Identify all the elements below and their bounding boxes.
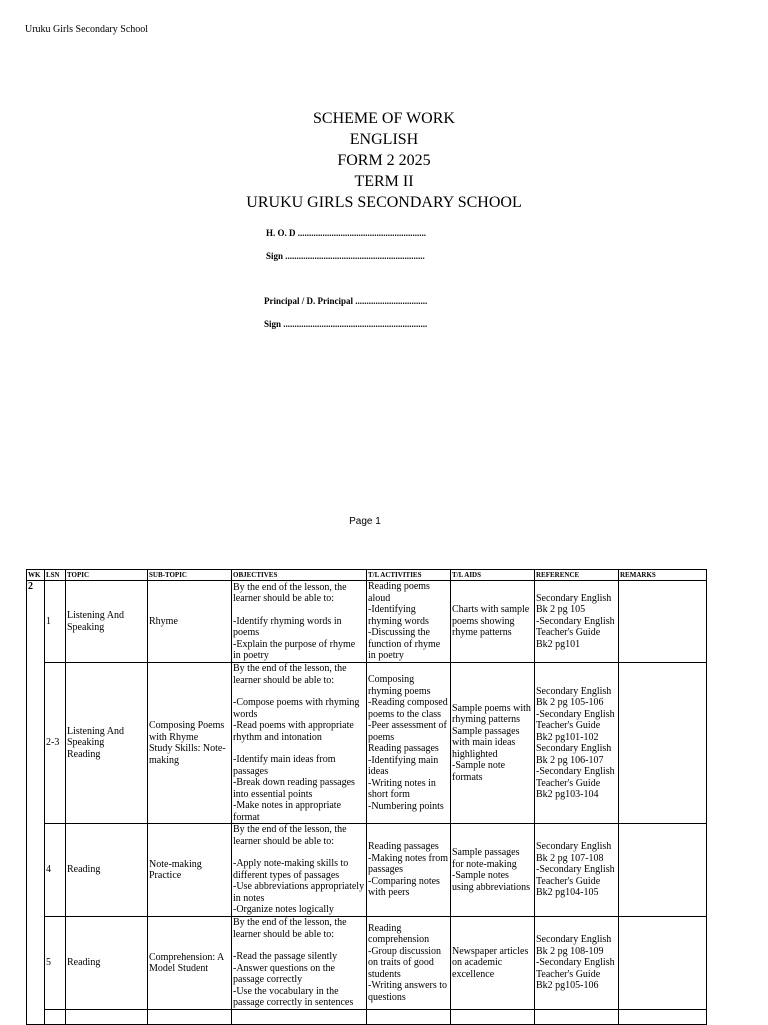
topic-cell: Reading (66, 824, 148, 917)
principal-signature-line: Principal / D. Principal ................................ (264, 296, 428, 306)
lesson-number: 1 (45, 581, 66, 663)
header-activities: T/L ACTIVITIES (367, 570, 451, 581)
table-row (27, 581, 707, 663)
activities-cell: Composing rhyming poems -Reading composed poems to the class -Peer assessment of poems Reading passages -Identifying main ideas -Writing notes in short form -Numbering points (367, 663, 451, 824)
aids-cell: Sample poems with rhyming patterns Sample passages with main ideas highlighted -Sample note formats (451, 663, 535, 824)
reference-cell: Secondary English Bk 2 pg 108-109 -Secondary English Teacher's Guide Bk2 pg105-106 (535, 917, 619, 1010)
table-row (27, 917, 707, 1010)
document-title (0, 108, 768, 213)
empty-cell (535, 1010, 619, 1025)
aids-cell: Sample passages for note-making -Sample notes using abbreviations (451, 824, 535, 917)
principal-sign-line: Sign ................................................................ (264, 319, 428, 329)
remarks-cell (619, 663, 707, 824)
lesson-number: 5 (45, 917, 66, 1010)
objectives-cell: By the end of the lesson, the learner should be able to: -Read the passage silently -Answer questions on the passage correctly -Use the vocabulary in the passage correctly in sentences (232, 917, 367, 1010)
lesson-number: 4 (45, 824, 66, 917)
topic-cell: Listening And Speaking (66, 581, 148, 663)
page-number: Page 1 (349, 516, 381, 527)
objectives-cell: By the end of the lesson, the learner should be able to: -Identify rhyming words in poems -Explain the purpose of rhyme in poetry (232, 581, 367, 663)
remarks-cell (619, 917, 707, 1010)
aids-cell: Newspaper articles on academic excellence (451, 917, 535, 1010)
reference-cell: Secondary English Bk 2 pg 105 -Secondary English Teacher's Guide Bk2 pg101 (535, 581, 619, 663)
table-row (27, 1010, 707, 1025)
header-remarks: REMARKS (619, 570, 707, 581)
activities-cell: Reading comprehension -Group discussion on traits of good students -Writing answers to questions (367, 917, 451, 1010)
header-reference: REFERENCE (535, 570, 619, 581)
header-wk: WK (27, 570, 45, 581)
title-line: ENGLISH (349, 131, 419, 148)
empty-cell (451, 1010, 535, 1025)
table-row (27, 824, 707, 917)
activities-cell: Reading poems aloud -Identifying rhyming words -Discussing the function of rhyme in poetry (367, 581, 451, 663)
remarks-cell (619, 824, 707, 917)
empty-cell (232, 1010, 367, 1025)
reference-cell: Secondary English Bk 2 pg 107-108 -Secondary English Teacher's Guide Bk2 pg104-105 (535, 824, 619, 917)
header-topic: TOPIC (66, 570, 148, 581)
empty-cell (148, 1010, 232, 1025)
title-line: FORM 2 2025 (337, 152, 431, 169)
header-lsn: LSN (45, 570, 66, 581)
subtopic-cell: Note-making Practice (148, 824, 232, 917)
subtopic-cell: Comprehension: A Model Student (148, 917, 232, 1010)
title-line: SCHEME OF WORK (313, 110, 455, 127)
header-objectives: OBJECTIVES (232, 570, 367, 581)
subtopic-cell: Rhyme (148, 581, 232, 663)
aids-cell: Charts with sample poems showing rhyme patterns (451, 581, 535, 663)
empty-cell (45, 1010, 66, 1025)
objectives-cell: By the end of the lesson, the learner should be able to: -Compose poems with rhyming words -Read poems with appropriate rhythm and intonation -Identify main ideas from passages -Break down reading passages into essential points -Make notes in appropriate format (232, 663, 367, 824)
subtopic-cell: Composing Poems with Rhyme Study Skills: Note-making (148, 663, 232, 824)
empty-cell (619, 1010, 707, 1025)
activities-cell: Reading passages -Making notes from passages -Comparing notes with peers (367, 824, 451, 917)
topic-cell: Listening And Speaking Reading (66, 663, 148, 824)
reference-cell: Secondary English Bk 2 pg 105-106 -Secondary English Teacher's Guide Bk2 pg101-102 Secondary English Bk 2 pg 106-107 -Secondary English Teacher's Guide Bk2 pg103-104 (535, 663, 619, 824)
running-header: Uruku Girls Secondary School (25, 24, 149, 35)
table-row (27, 663, 707, 824)
lesson-number: 2-3 (45, 663, 66, 824)
topic-cell: Reading (66, 917, 148, 1010)
remarks-cell (619, 581, 707, 663)
empty-cell (367, 1010, 451, 1025)
hod-sign-line: Sign .............................................................. (266, 251, 425, 261)
header-aids: T/L AIDS (451, 570, 535, 581)
header-subtopic: SUB-TOPIC (148, 570, 232, 581)
title-line: URUKU GIRLS SECONDARY SCHOOL (246, 194, 522, 211)
week-number: 2 (27, 581, 45, 1025)
scheme-table (26, 569, 707, 1025)
title-line: TERM II (354, 173, 414, 190)
hod-signature-line: H. O. D ......................................................... (266, 228, 427, 238)
objectives-cell: By the end of the lesson, the learner should be able to: -Apply note-making skills to different types of passages -Use abbreviations appropriately in notes -Organize notes logically (232, 824, 367, 917)
table-header-row (27, 570, 707, 581)
empty-cell (66, 1010, 148, 1025)
